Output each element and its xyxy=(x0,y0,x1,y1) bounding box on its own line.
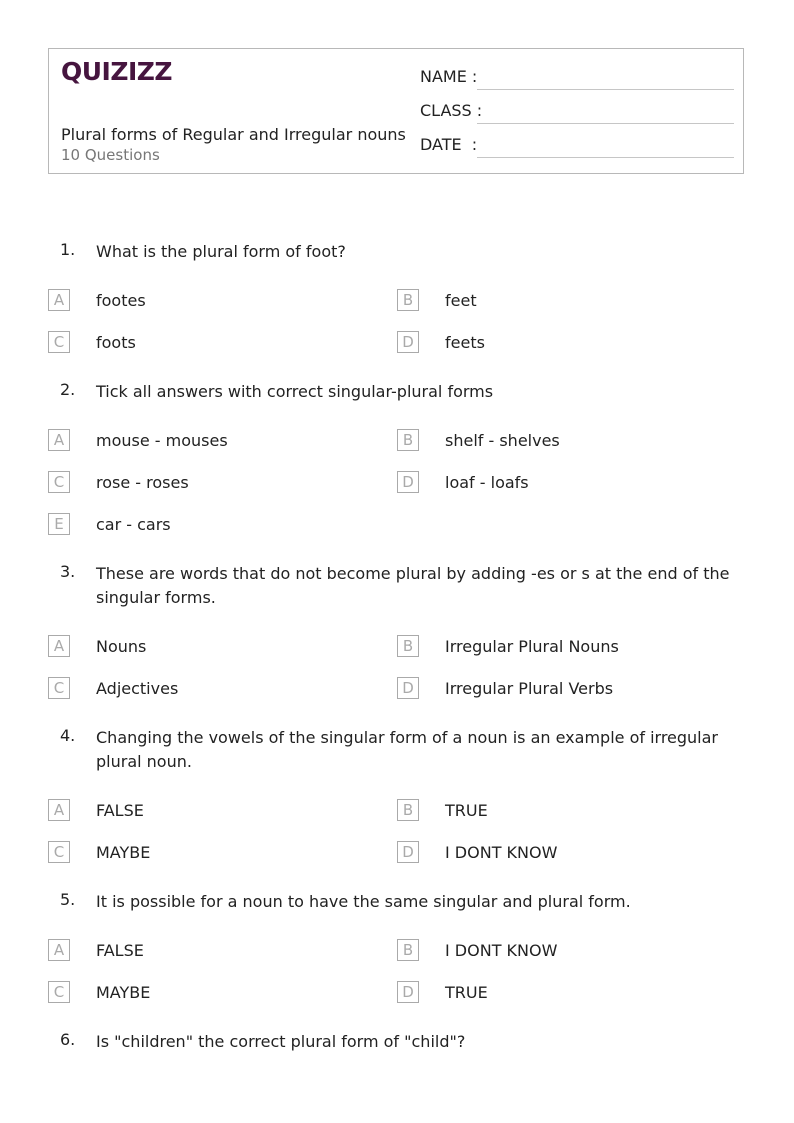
option-letter: B xyxy=(397,939,419,961)
question-number: 3. xyxy=(60,562,76,581)
option-letter: C xyxy=(48,677,70,699)
quizizz-logo: QUIZIZZ xyxy=(61,57,173,86)
question-number: 5. xyxy=(60,890,76,909)
name-line[interactable] xyxy=(477,89,734,90)
option-letter: C xyxy=(48,981,70,1003)
question-text: What is the plural form of foot? xyxy=(96,242,346,261)
question-number: 6. xyxy=(60,1030,76,1049)
option-letter: B xyxy=(397,289,419,311)
option-text: footes xyxy=(96,291,146,310)
option-text: MAYBE xyxy=(96,983,151,1002)
option-text: FALSE xyxy=(96,801,144,820)
option-letter: A xyxy=(48,429,70,451)
option-text: Adjectives xyxy=(96,679,179,698)
option-letter: C xyxy=(48,331,70,353)
option-text: Nouns xyxy=(96,637,147,656)
option-letter: A xyxy=(48,799,70,821)
question-number: 1. xyxy=(60,240,76,259)
class-label: CLASS : xyxy=(420,101,483,120)
option-letter: B xyxy=(397,429,419,451)
question-count: 10 Questions xyxy=(61,146,160,164)
name-label: NAME : xyxy=(420,67,478,86)
option-text: MAYBE xyxy=(96,843,151,862)
option-letter: D xyxy=(397,677,419,699)
option-text: loaf - loafs xyxy=(445,473,529,492)
class-field[interactable] xyxy=(420,101,734,125)
option-text: foots xyxy=(96,333,136,352)
question-text: Is "children" the correct plural form of "child"? xyxy=(96,1032,466,1051)
option-letter: D xyxy=(397,471,419,493)
name-field[interactable] xyxy=(420,67,734,91)
option-text: TRUE xyxy=(445,983,488,1002)
question-text: Tick all answers with correct singular-plural forms xyxy=(96,382,494,401)
option-text: I DONT KNOW xyxy=(445,941,558,960)
option-letter: D xyxy=(397,841,419,863)
option-text: feets xyxy=(445,333,485,352)
option-text: FALSE xyxy=(96,941,144,960)
option-letter: B xyxy=(397,799,419,821)
option-letter: A xyxy=(48,939,70,961)
worksheet-header xyxy=(48,48,744,174)
question-number: 2. xyxy=(60,380,76,399)
option-letter: A xyxy=(48,289,70,311)
option-text: feet xyxy=(445,291,477,310)
option-text: rose - roses xyxy=(96,473,189,492)
option-letter: D xyxy=(397,331,419,353)
option-text: mouse - mouses xyxy=(96,431,228,450)
option-text: Irregular Plural Verbs xyxy=(445,679,614,698)
option-text: I DONT KNOW xyxy=(445,843,558,862)
question-text: Changing the vowels of the singular form of a noun is an example of irregular plural noun. xyxy=(96,728,719,771)
date-line[interactable] xyxy=(477,157,734,158)
option-text: Irregular Plural Nouns xyxy=(445,637,619,656)
option-letter: D xyxy=(397,981,419,1003)
option-letter: B xyxy=(397,635,419,657)
option-letter: E xyxy=(48,513,70,535)
option-text: shelf - shelves xyxy=(445,431,560,450)
option-text: car - cars xyxy=(96,515,171,534)
date-label: DATE : xyxy=(420,135,478,154)
worksheet-title: Plural forms of Regular and Irregular nouns xyxy=(61,125,406,144)
option-letter: A xyxy=(48,635,70,657)
class-line[interactable] xyxy=(477,123,734,124)
option-text: TRUE xyxy=(445,801,488,820)
question-text: It is possible for a noun to have the same singular and plural form. xyxy=(96,892,631,911)
option-letter: C xyxy=(48,471,70,493)
question-text: These are words that do not become plural by adding -es or s at the end of the singular forms. xyxy=(96,564,730,607)
question-number: 4. xyxy=(60,726,76,745)
option-letter: C xyxy=(48,841,70,863)
date-field[interactable] xyxy=(420,135,734,159)
